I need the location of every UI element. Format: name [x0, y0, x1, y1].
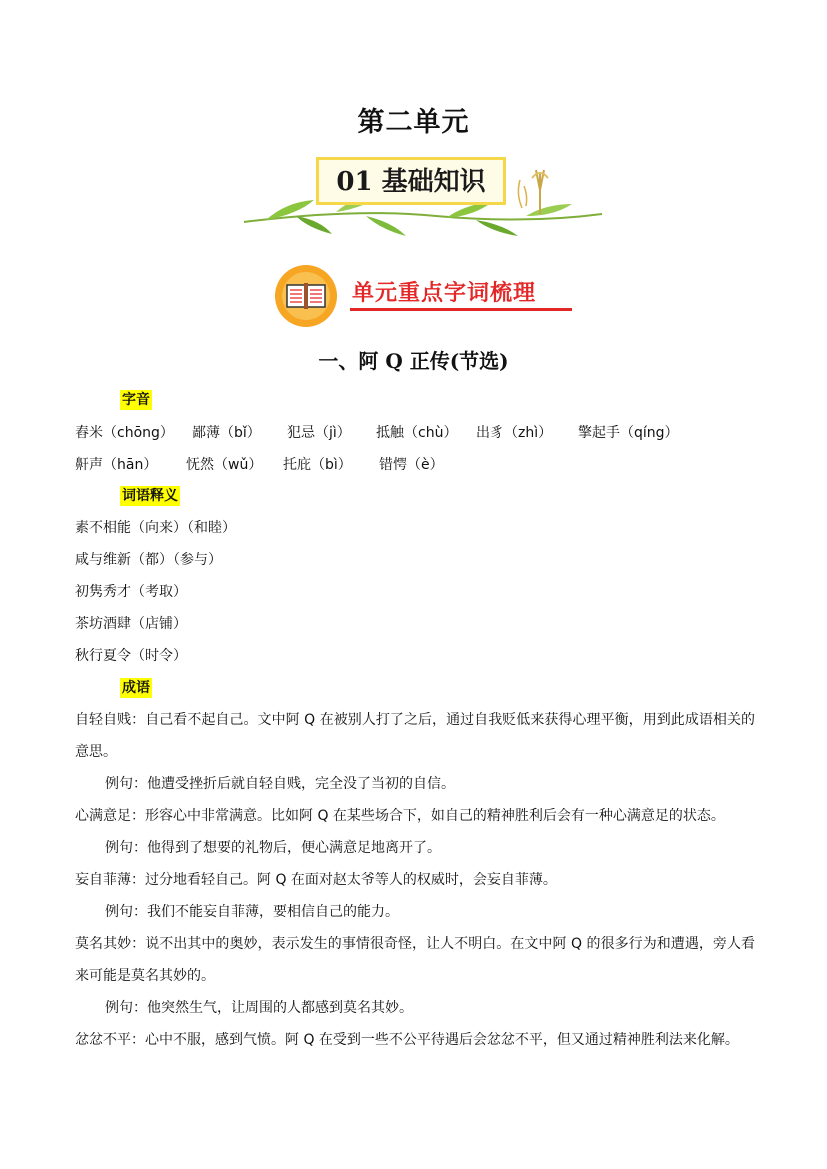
section-banner [236, 150, 608, 246]
word-meaning-item: 初隽秀才（考取） [75, 584, 187, 600]
idiom-definition: 妄自菲薄：过分地看轻自己。阿 Q 在面对赵太爷等人的权威时，会妄自菲薄。 [75, 872, 557, 888]
pronunciation-item: 托庇（bì） [283, 457, 352, 473]
pronunciation-item: 擎起手（qíng） [578, 425, 679, 441]
idiom-example: 例句：他突然生气，让周围的人都感到莫名其妙。 [105, 1000, 413, 1016]
pronunciation-item: 犯忌（jì） [287, 425, 351, 441]
pronunciation-item: 抵触（chù） [376, 425, 458, 441]
word-meaning-item: 茶坊酒肆（店铺） [75, 616, 187, 632]
pronunciation-item: 出豸（zhì） [476, 425, 553, 441]
idiom-definition: 心满意足：形容心中非常满意。比如阿 Q 在某些场合下，如自己的精神胜利后会有一种心满意足的状态。 [75, 808, 725, 824]
word-meaning-item: 素不相能（向来）（和睦） [75, 520, 236, 536]
content [75, 384, 755, 1056]
section-underline [350, 308, 572, 311]
lesson-title: 一、阿 Q 正传(节选) [318, 349, 509, 373]
banner-label: 01 基础知识 [336, 167, 486, 197]
pronunciation-item: 怃然（wǔ） [186, 457, 263, 473]
section-badge [274, 264, 574, 328]
idiom-example: 例句：我们不能妄自菲薄，要相信自己的能力。 [105, 904, 399, 920]
unit-title: 第二单元 [357, 107, 470, 138]
word-meaning-item: 秋行夏令（时令） [75, 648, 187, 664]
idiom-definition: 莫名其妙：说不出其中的奥妙，表示发生的事情很奇怪，让人不明白。在文中阿 Q 的很多行为和遭遇，旁人看来可能是莫名其妙的。 [75, 936, 755, 984]
pronunciation-item: 鄙薄（bǐ） [192, 425, 261, 441]
idiom-definition: 忿忿不平：心中不服，感到气愤。阿 Q 在受到一些不公平待遇后会忿忿不平，但又通过精神胜利法来化解。 [75, 1032, 739, 1048]
idiom-definition: 自轻自贱：自己看不起自己。文中阿 Q 在被别人打了之后，通过自我贬低来获得心理平衡，用到此成语相关的意思。 [75, 712, 755, 760]
pronunciation-item: 舂米（chōng） [75, 425, 174, 441]
pronunciation-heading: 字音 [122, 392, 150, 408]
word-meanings-heading: 词语释义 [122, 488, 178, 504]
pronunciation-row [75, 416, 755, 448]
idioms-heading: 成语 [122, 680, 150, 696]
section-label: 单元重点字词梳理 [352, 281, 537, 306]
pronunciation-item: 错愕（è） [379, 457, 444, 473]
idiom-example: 例句：他遭受挫折后就自轻自贱，完全没了当初的自信。 [105, 776, 455, 792]
pronunciation-row [75, 448, 755, 480]
pronunciation-item: 鼾声（hān） [75, 457, 158, 473]
word-meaning-item: 咸与维新（都）（参与） [75, 552, 222, 568]
idiom-example: 例句：他得到了想要的礼物后，便心满意足地离开了。 [105, 840, 441, 856]
book-icon [274, 264, 338, 328]
